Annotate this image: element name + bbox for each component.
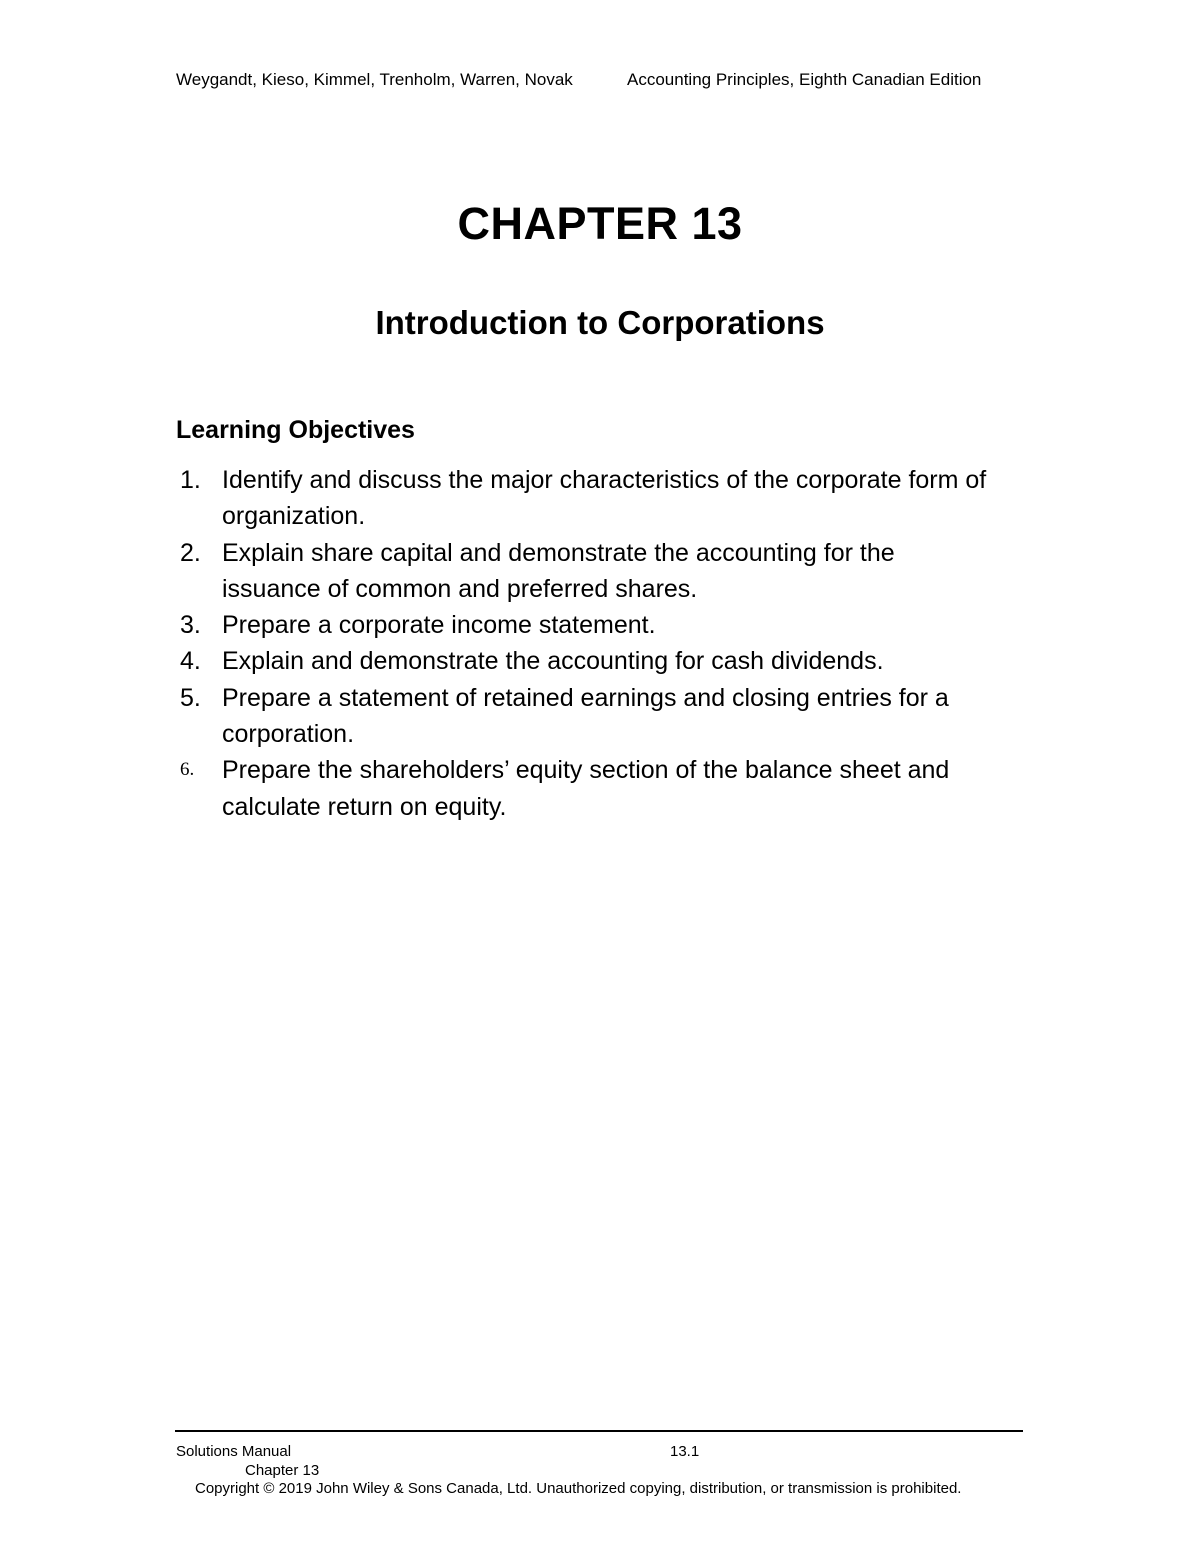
objective-text: Prepare a statement of retained earnings and closing entries for a corporation. [222,683,949,749]
objective-number: 5. [180,683,201,712]
list-item [176,535,996,608]
list-item [176,680,996,753]
objective-text: Explain share capital and demonstrate the accounting for the issuance of common and preferred shares. [222,538,895,603]
list-item [176,643,996,679]
list-item [176,607,996,643]
page-header [0,70,1200,94]
objective-text: Identify and discuss the major characteristics of the corporate form of organization. [222,466,987,531]
objective-number: 2. [180,538,201,567]
list-item [176,752,996,825]
footer-copyright: Copyright © 2019 John Wiley & Sons Canada, Ltd. Unauthorized copying, distribution, or transmission is prohibited. [195,1480,962,1497]
learning-objectives-heading: Learning Objectives [176,416,415,444]
footer-divider [175,1430,1023,1432]
header-authors: Weygandt, Kieso, Kimmel, Trenholm, Warren, Novak [176,70,573,89]
objective-number: 4. [180,647,201,676]
objective-text: Prepare the shareholders’ equity section of the balance sheet and calculate return on equity. [222,756,950,821]
header-edition: Accounting Principles, Eighth Canadian Edition [627,70,982,89]
chapter-title: CHAPTER 13 [457,198,743,249]
objective-text: Prepare a corporate income statement. [222,611,656,640]
objective-number: 3. [180,611,201,640]
objective-number: 1. [180,466,201,494]
objective-text: Explain and demonstrate the accounting for cash dividends. [222,647,884,676]
footer-manual: Solutions Manual [176,1443,292,1460]
chapter-subtitle: Introduction to Corporations [375,304,825,341]
footer-chapter: Chapter 13 [245,1462,320,1479]
objective-number: 6. [180,759,195,781]
list-item [176,462,996,535]
learning-objectives-list [176,462,996,825]
footer-page-number: 13.1 [670,1443,700,1460]
